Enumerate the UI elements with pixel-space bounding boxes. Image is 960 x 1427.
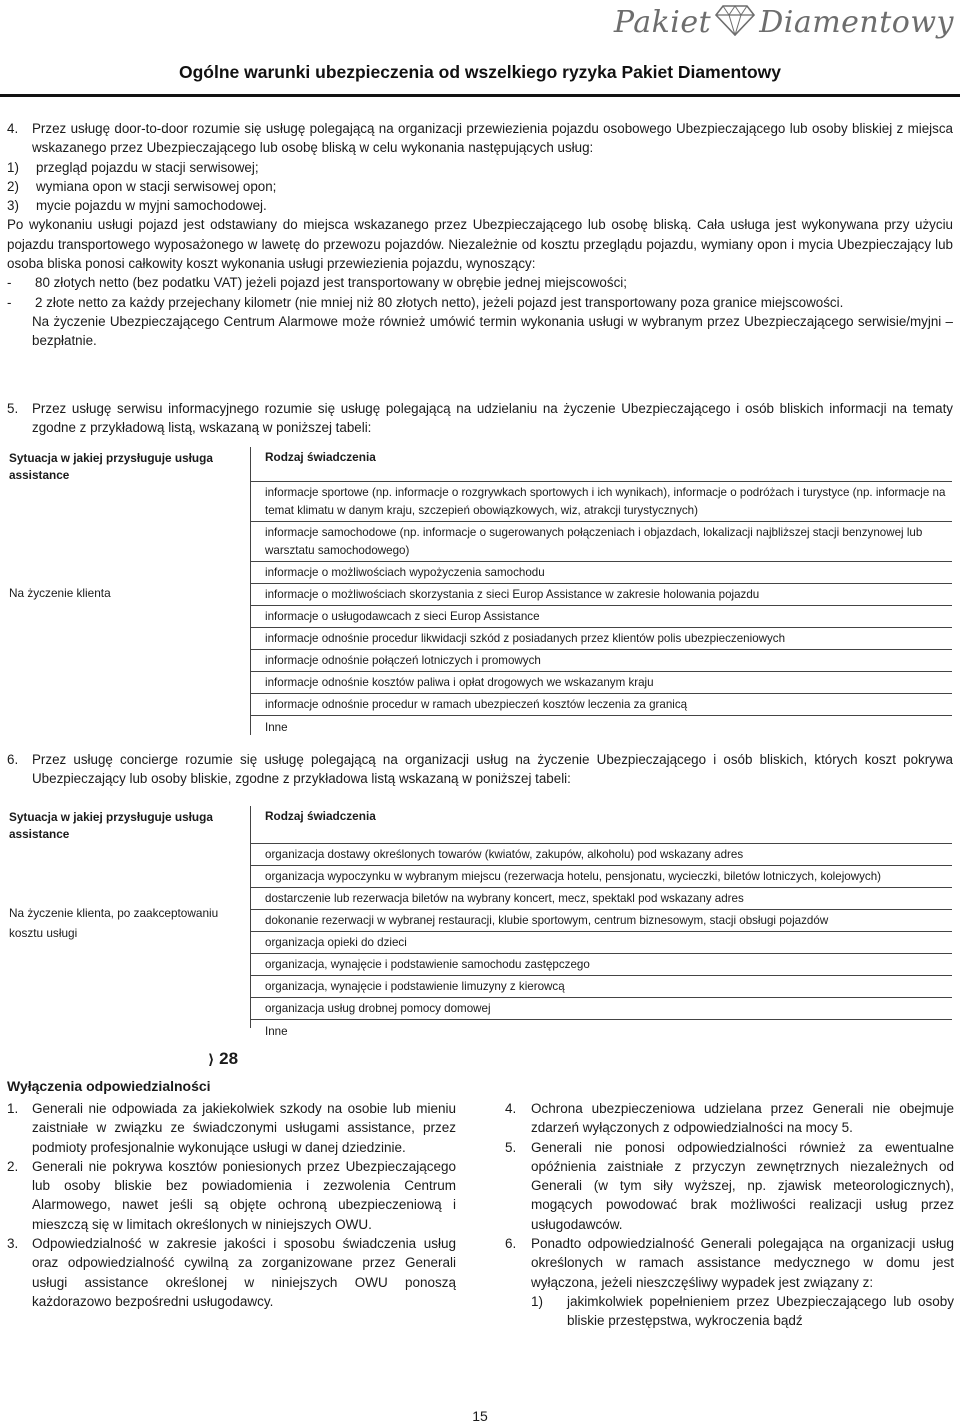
paragraph-text: Przez usługę door-to-door rozumie się usługę polegającą na organizacji przewiezienia pojazdu osobowego Ubezpieczającego lub osoby bliskiej z miejsca wskazanego przez Ubezpieczającego lub osobę bliską w celu wykonania następujących usług: — [32, 121, 953, 156]
left-column — [7, 1099, 456, 1311]
benefit-list — [250, 843, 952, 1042]
list-item-text: 2 złote netto za każdy przejechany kilometr (nie mniej niż 80 złotych netto), jeżeli pojazd jest transportowany poza granice miejscowości. — [35, 294, 844, 310]
paragraph-number: 4. — [7, 121, 19, 136]
list-item: 2) wymiana opon w stacji serwisowej opon; — [7, 177, 953, 196]
paragraph-text: Przez usługę concierge rozumie się usługę polegającą na organizacji usług na życzenie Ubezpieczającego i osób bliskich, których koszt pokrywa Ubezpieczający lub osoby bliskie, zgodne z przykładowa listą wskazaną w poniższej tabeli: — [32, 752, 953, 787]
list-item: 2. Generali nie pokrywa kosztów poniesionych przez Ubezpieczającego lub osoby bliskie bez powiadomienia i zezwolenia Centrum Alarmowego, nawet jeśli są objęte ochroną ubezpieczeniową i mieszczą się w limitach określonych w niniejszych OWU. — [7, 1157, 456, 1234]
list-item: 1. Generali nie odpowiada za jakiekolwiek szkody na osobie lub mieniu zaistniałe w związku ze świadczonymi usługami assistance, przez podmioty profesjonalnie wykonujące usługi w danej dziedzinie. — [7, 1099, 456, 1157]
concierge-services-table — [0, 806, 960, 1038]
benefit-row: organizacja usług drobnej pomocy domowej — [250, 998, 952, 1020]
title-divider — [0, 94, 960, 97]
benefit-row: informacje odnośnie połączeń lotniczych i promowych — [250, 650, 952, 672]
benefit-row: organizacja, wynajęcie i podstawienie samochodu zastępczego — [250, 954, 952, 976]
list-item: 1) jakimkolwiek popełnieniem przez Ubezpieczającego lub osoby bliskie przestępstwa, wykroczenia bądź — [505, 1292, 954, 1331]
benefit-row: Inne — [265, 721, 288, 734]
right-column — [505, 1099, 954, 1331]
list-item: - 2 złote netto za każdy przejechany kilometr (nie mniej niż 80 złotych netto), jeżeli pojazd jest transportowany poza granice miejscowości. — [7, 293, 953, 312]
list-item: - 80 złotych netto (bez podatku VAT) jeżeli pojazd jest transportowany w obrębie jednej miejscowości; — [7, 273, 953, 292]
benefit-row: informacje odnośnie procedur likwidacji szkód z posiadanych przez klientów polis ubezpieczeniowych — [250, 628, 952, 650]
list-item-text: mycie pojazdu w myjni samochodowej. — [36, 198, 267, 214]
brand-logo — [614, 4, 954, 40]
logo-right-text: Diamentowy — [759, 5, 954, 40]
document-title: Ogólne warunki ubezpieczenia od wszelkiego ryzyka Pakiet Diamentowy — [179, 62, 781, 82]
paragraph-text: Po wykonaniu usługi pojazd jest odstawiany do miejsca wskazanego przez Ubezpieczającego lub osobę bliską. Cała usługa jest wykonywana przy użyciu pojazdu transportowego wyposażonego w lawetę do przewozu pojazdów. Niezależnie od kosztu przeglądu pojazdu, wymiany opon i mycia Ubezpieczający lub osoba bliska ponosi całkowity koszt wykonania usługi przewiezienia pojazdu, wynoszący: — [7, 217, 953, 272]
benefit-row: informacje odnośnie kosztów paliwa i opłat drogowych we wskazanym kraju — [250, 672, 952, 694]
list-item: 3) mycie pojazdu w myjni samochodowej. — [7, 196, 953, 215]
benefit-row: informacje o możliwościach skorzystania z sieci Europ Assistance w zakresie holowania pojazdu — [250, 584, 952, 606]
paragraph-5 — [7, 399, 953, 438]
paragraph-6 — [7, 750, 953, 789]
benefit-row: informacje o możliwościach wypożyczenia samochodu — [250, 562, 952, 584]
list-item: 5. Generali nie ponosi odpowiedzialności również za ewentualne opóźnienia zaistniałe z przyczyn zewnętrznych niezależnych od Generali (w tym siły wyższej, np. zjawisk meteorologicznych), mogących powodować brak możliwości realizacji usług przez usługodawców. — [505, 1138, 954, 1234]
list-item: 4. Ochrona ubezpieczeniowa udzielana przez Generali nie obejmuje zdarzeń wyłączonych z odpowiedzialności na mocy 5. — [505, 1099, 954, 1138]
benefit-list — [250, 481, 952, 738]
column-header-benefit: Rodzaj świadczenia — [265, 809, 376, 823]
section-number: ⟩ 28 — [208, 1049, 239, 1068]
benefit-row: organizacja, wynajęcie i podstawienie limuzyny z kierowcą — [250, 976, 952, 998]
list-item-text: Ochrona ubezpieczeniowa udzielana przez Generali nie obejmuje zdarzeń wyłączonych z odpowiedzialności na mocy 5. — [531, 1101, 954, 1136]
list-item-text: wymiana opon w stacji serwisowej opon; — [36, 178, 277, 194]
section-arrow-icon: ⟩ — [208, 1051, 215, 1067]
list-item: 1) przegląd pojazdu w stacji serwisowej; — [7, 158, 953, 177]
logo-left-text: Pakiet — [613, 5, 712, 40]
benefit-row: Inne — [265, 1025, 288, 1038]
list-item-text: przegląd pojazdu w stacji serwisowej; — [36, 159, 259, 175]
page-number: 15 — [472, 1408, 488, 1424]
paragraph-text: Na życzenie Ubezpieczającego Centrum Alarmowe może również umówić termin wykonania usługi w wybranym przez Ubezpieczającego serwisie/myjni – bezpłatnie. — [32, 313, 953, 349]
list-item-text: 80 złotych netto (bez podatku VAT) jeżeli pojazd jest transportowany w obrębie jednej miejscowości; — [35, 275, 627, 291]
benefit-row: informacje samochodowe (np. informacje o sugerowanych połączeniach i objazdach, lokalizacji najbliższej stacji benzynowej lub warsztatu samochodowego) — [250, 522, 952, 562]
paragraph-number: 6. — [7, 752, 19, 767]
paragraph-text: Przez usługę serwisu informacyjnego rozumie się usługę polegającą na udzielaniu na życzenie Ubezpieczającego i osób bliskich informacji na tematy zgodne z przykładową listą, wskazaną w poniższej tabeli: — [32, 401, 953, 436]
situation-cell: Na życzenie klienta — [9, 586, 111, 600]
section-title: Wyłączenia odpowiedzialności — [7, 1078, 211, 1094]
list-item-text: Generali nie odpowiada za jakiekolwiek szkody na osobie lub mieniu zaistniałe w związku ze świadczonymi usługami assistance, przez podmioty profesjonalnie wykonujące usługi w danej dziedzinie. — [32, 1101, 456, 1155]
benefit-row: organizacja opieki do dzieci — [250, 932, 952, 954]
list-item-text: Generali nie pokrywa kosztów poniesionych przez Ubezpieczającego lub osoby bliskie bez powiadomienia i zezwolenia Centrum Alarmowego, nawet jeśli są objęte ochroną ubezpieczeniową i mieszczą się w limitach określonych w niniejszych OWU. — [32, 1158, 456, 1232]
list-item: 3. Odpowiedzialność w zakresie jakości i sposobu świadczenia usług oraz odpowiedzialność cywilną za zorganizowane przez Generali usługi assistance określonej w niniejszych OWU ponoszą każdorazowo bezpośredni usługodawcy. — [7, 1234, 456, 1311]
benefit-row: organizacja dostawy określonych towarów (kwiatów, zakupów, alkoholu) pod wskazany adres — [250, 843, 952, 866]
list-item: 6. Ponadto odpowiedzialność Generali polegająca na organizacji usług określonych w ramach assistance medycznego w domu jest wyłączona, jeżeli nieszczęśliwy wypadek jest związany z: — [505, 1234, 954, 1292]
list-item-text: Generali nie ponosi odpowiedzialności również za ewentualne opóźnienia zaistniałe z przyczyn zewnętrznych niezależnych od Generali (w tym siły wyższej, np. zjawisk meteorologicznych), mogących powodować brak możliwości realizacji usług przez usługodawców. — [531, 1139, 954, 1232]
situation-cell: Na życzenie klienta, po zaakceptowaniu kosztu usługi — [9, 906, 219, 940]
column-header-situation: Sytuacja w jakiej przysługuje usługa assistance — [9, 810, 213, 841]
column-header-benefit: Rodzaj świadczenia — [265, 450, 376, 464]
benefit-row: informacje sportowe (np. informacje o rozgrywkach sportowych i ich wynikach), informacje o podróżach i turystyce (np. informacje na temat klimatu w danym kraju, szczepień obowiązkowych, wiz, atrakcji turystycznych) — [250, 481, 952, 522]
column-header-situation: Sytuacja w jakiej przysługuje usługa assistance — [9, 451, 213, 482]
list-item-text: Ponadto odpowiedzialność Generali polegająca na organizacji usług określonych w ramach assistance medycznego w domu jest wyłączona, jeżeli nieszczęśliwy wypadek jest związany z: — [531, 1236, 954, 1290]
list-item-text: jakimkolwiek popełnieniem przez Ubezpieczającego lub osoby bliskie przestępstwa, wykroczenia bądź — [567, 1293, 954, 1329]
benefit-row: dokonanie rezerwacji w wybranej restauracji, klubie sportowym, centrum biznesowym, stacji obsługi pojazdów — [250, 910, 952, 932]
paragraph-4 — [7, 119, 953, 351]
paragraph-number: 5. — [7, 401, 19, 416]
benefit-row: dostarczenie lub rezerwacja biletów na wybrany koncert, mecz, spektakl pod wskazany adres — [250, 888, 952, 910]
info-services-table — [0, 447, 960, 735]
list-item-text: Odpowiedzialność w zakresie jakości i sposobu świadczenia usług oraz odpowiedzialność cywilną za zorganizowane przez Generali usługi assistance określonej w niniejszych OWU ponoszą każdorazowo bezpośredni usługodawcy. — [32, 1236, 456, 1309]
benefit-row: informacje odnośnie procedur w ramach ubezpieczeń kosztów leczenia za granicą — [250, 694, 952, 716]
diamond-icon — [715, 4, 755, 36]
benefit-row: informacje o usługodawcach z sieci Europ Assistance — [250, 606, 952, 628]
benefit-row: organizacja wypoczynku w wybranym miejscu (rezerwacja hotelu, pensjonatu, wycieczki, biletów lotniczych, kolejowych) — [250, 866, 952, 888]
